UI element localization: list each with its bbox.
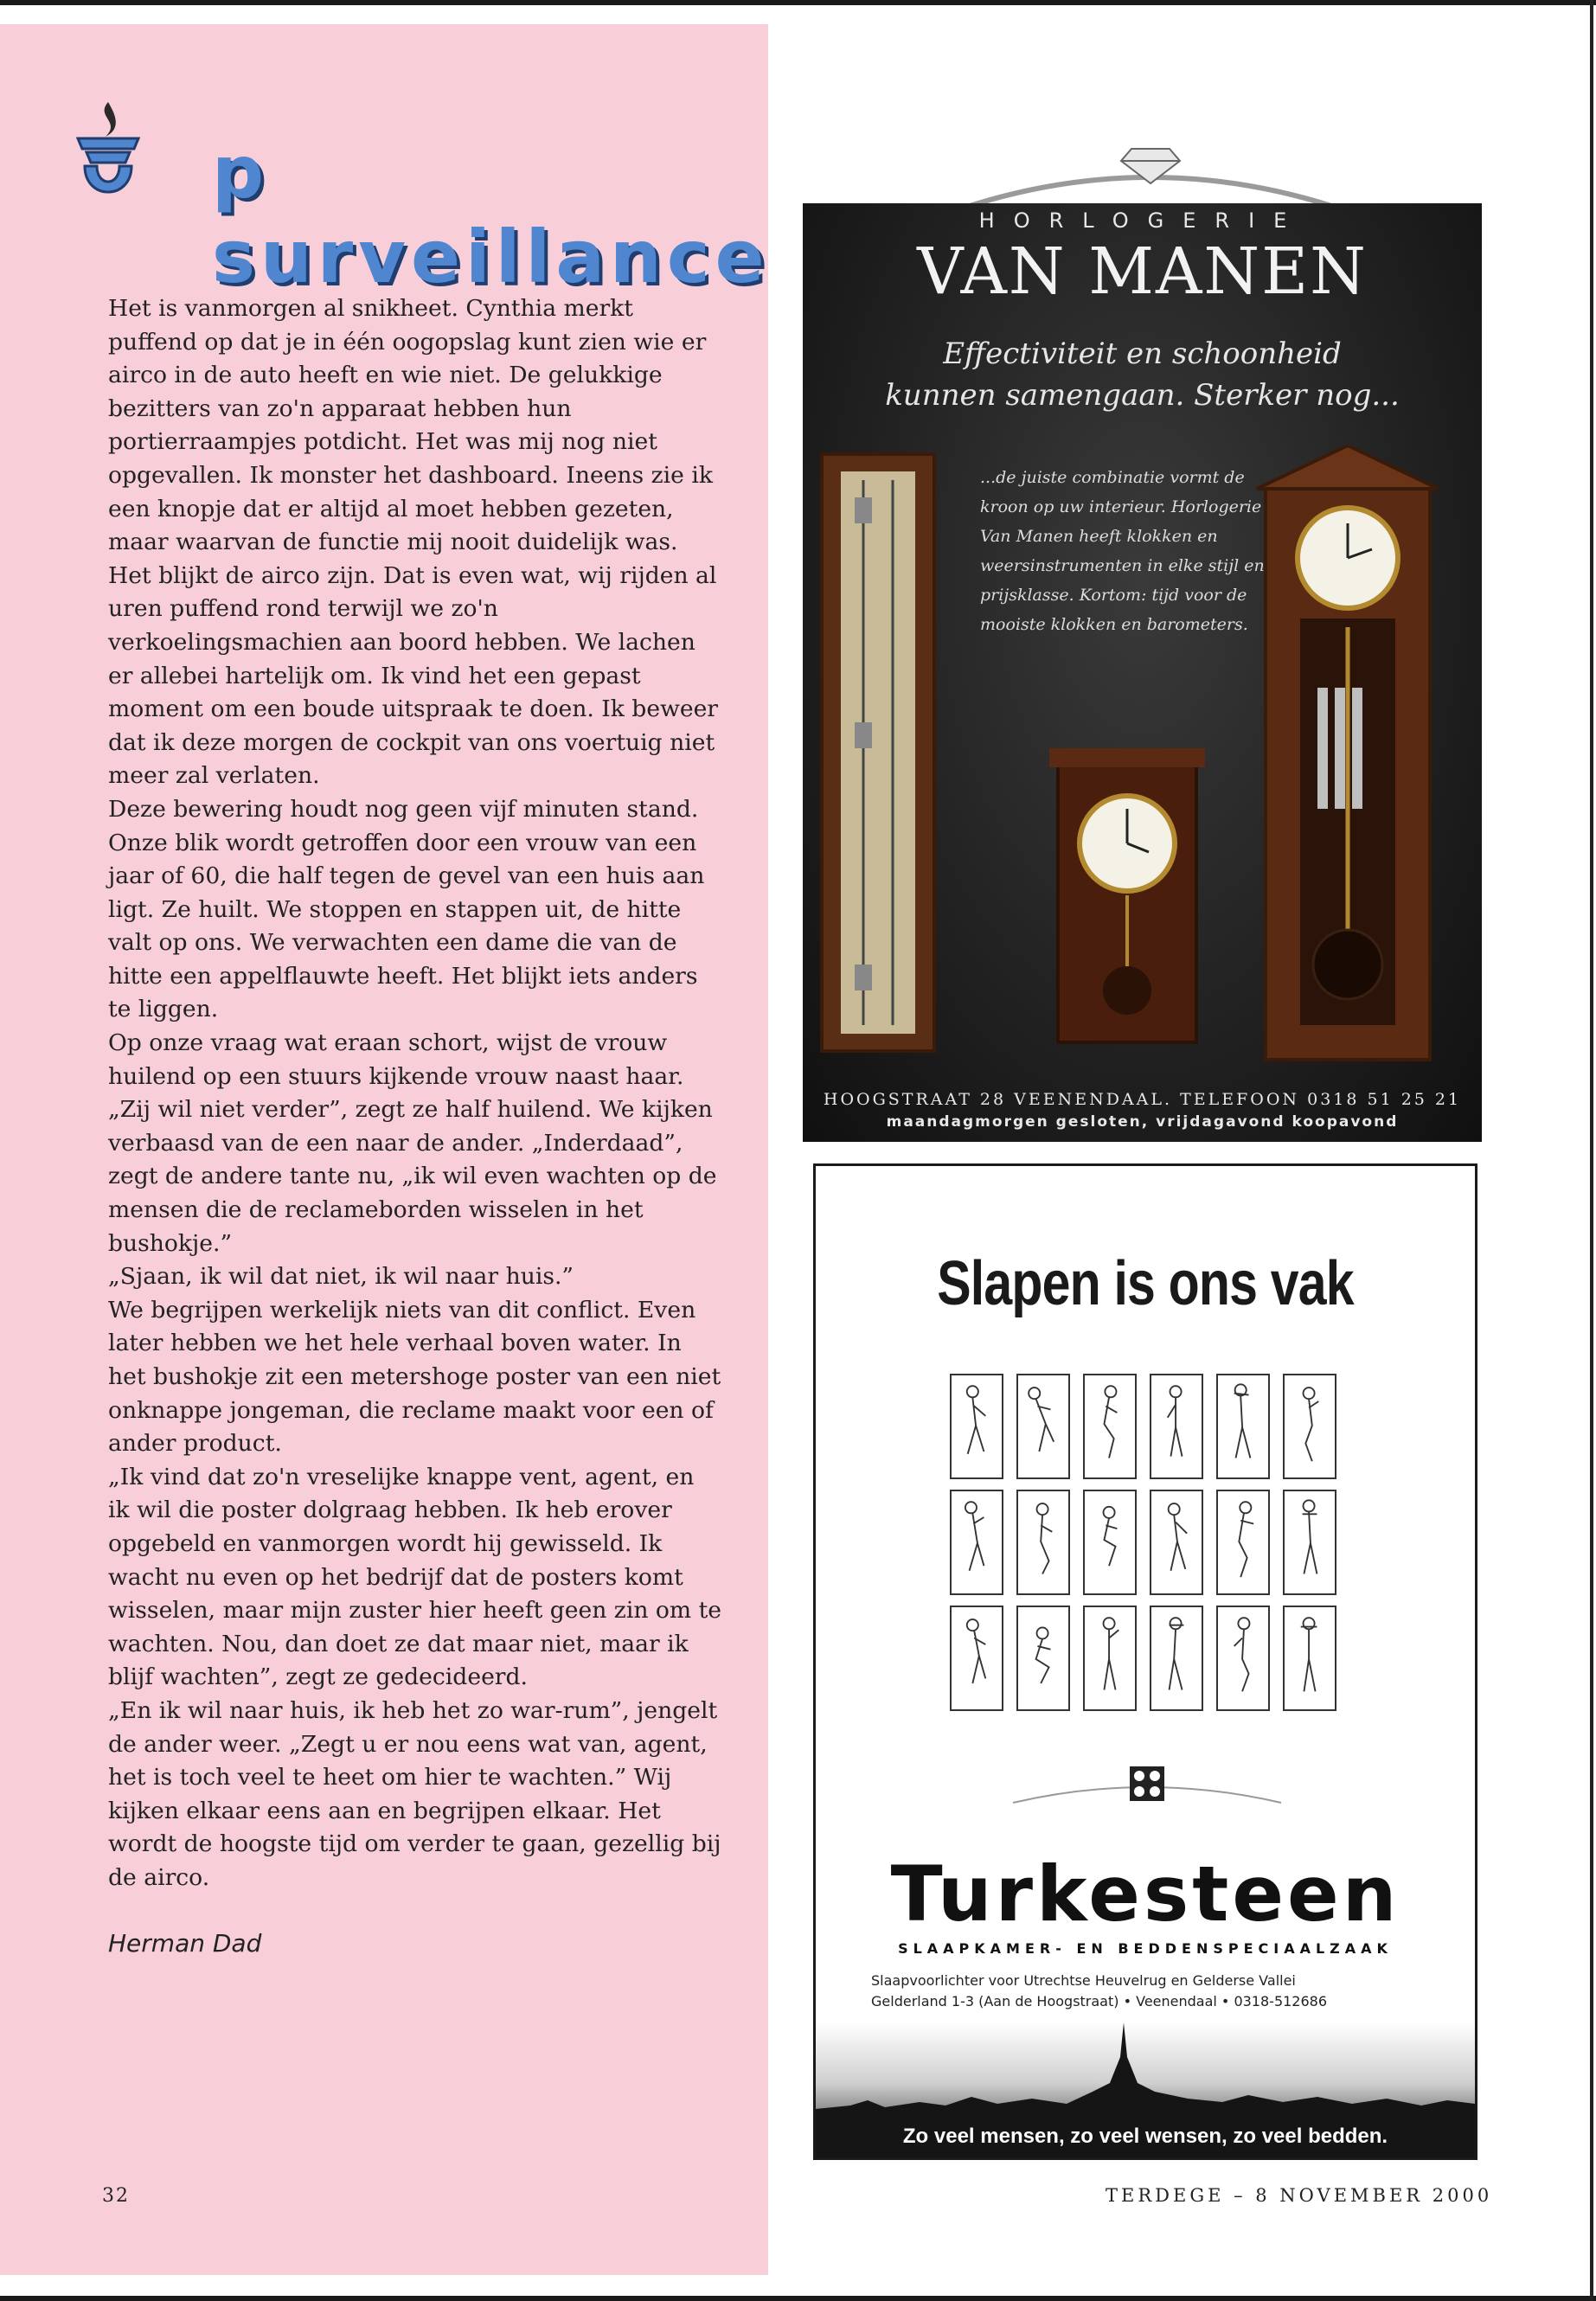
ad-tagline-line: kunnen samengaan. Sterker nog... (885, 378, 1400, 413)
turkesteen-brand: Turkesteen (890, 1849, 1401, 1939)
column-header (61, 95, 770, 299)
grandfather-clock-icon (1257, 445, 1439, 1060)
clock-shop-advertisement (803, 203, 1482, 1142)
sleeping-figure-icon (1150, 1606, 1203, 1711)
sleeping-figure-icon (1283, 1374, 1336, 1479)
sleeping-figure-icon (1016, 1490, 1070, 1595)
sleeping-figure-icon (1016, 1606, 1070, 1711)
sleeping-positions-grid (950, 1374, 1339, 1716)
sleeping-figure-icon (1083, 1490, 1137, 1595)
ad-headline: Slapen is ons vak (937, 1249, 1354, 1318)
sleeping-figure-icon (1283, 1490, 1336, 1595)
sleeping-figure-icon (1016, 1374, 1070, 1479)
article-paragraph: „Sjaan, ik wil dat niet, ik wil naar huis.” (108, 1263, 574, 1291)
ad-tagline-line: Effectiviteit en schoonheid (943, 336, 1342, 371)
sleeping-figure-icon (950, 1374, 1003, 1479)
wall-clock-icon (1049, 748, 1205, 1042)
ad-brand: VAN MANEN (917, 234, 1368, 309)
bed-shop-advertisement (813, 1163, 1477, 2160)
article-author: Herman Dad (108, 1929, 262, 1958)
barometer-icon (822, 454, 934, 1051)
article-paragraph: Op onze vraag wat eraan schort, wijst de vrouw huilend op een stuurs kijkende vrouw naast haar. „Zij wil niet verder”, zegt ze half huilend. We kijken verbaasd van de een naar de ander. „Inderdaad”, zegt de andere tante nu, „ik wil even wachten op de mensen die de reclameborden wisselen in het bushokje.” (108, 1029, 717, 1257)
sleeping-figure-icon (1216, 1374, 1270, 1479)
column-title: p surveillance (212, 130, 770, 299)
turkesteen-address-line: Gelderland 1-3 (Aan de Hoogstraat) • Veenendaal • 0318-512686 (871, 1993, 1328, 2009)
turkesteen-info-line: Slaapvoorlichter voor Utrechtse Heuvelrug en Gelderse Vallei (871, 1972, 1296, 1989)
turkesteen-emblem-icon (996, 1763, 1298, 1806)
article-body (108, 292, 722, 1895)
page-number: 32 (102, 2185, 130, 2207)
turkesteen-subtitle: SLAAPKAMER- EN BEDDENSPECIAALZAAK (898, 1940, 1393, 1957)
sleeping-figure-icon (1216, 1490, 1270, 1595)
sleeping-figure-icon (950, 1606, 1003, 1711)
article-paragraph: „En ik wil naar huis, ik heb het zo war-rum”, jengelt de ander weer. „Zegt u er nou eens wat van, agent, het is toch veel te heet om hier te wachten.” Wij kijken elkaar eens aan en begrijpen elkaar. Het wordt de hoogste tijd om verder te gaan, gezellig bij de airco. (108, 1696, 721, 1891)
article-paragraph: Deze bewering houdt nog geen vijf minuten stand. Onze blik wordt getroffen door een vrouw van een jaar of 60, die half tegen de gevel van een huis aan ligt. Ze huilt. We stoppen en stappen uit, de hitte valt op ons. We verwachten een dame die van de hitte een appelflauwte heeft. Het blijkt iets anders te liggen. (108, 795, 705, 1023)
sleeping-figure-icon (1150, 1374, 1203, 1479)
sleeping-figure-icon (1216, 1606, 1270, 1711)
publication-footer: TERDEGE – 8 NOVEMBER 2000 (1106, 2185, 1493, 2206)
sleeping-figure-icon (1283, 1606, 1336, 1711)
page-edge-rule (1590, 0, 1593, 2301)
article-paragraph: Het is vanmorgen al snikheet. Cynthia merkt puffend op dat je in één oogopslag kunt zien wie er airco in de auto heeft en wie niet. De gelukkige bezitters van zo'n apparaat hebben hun portierraampjes potdicht. Het was mij nog niet opgevallen. Ik monster het dashboard. Ineens zie ik een knopje dat er altijd al moet hebben gezeten, maar waarvan de functie mij nooit duidelijk was. Het blijkt de airco zijn. Dat is even wat, wij rijden al uren puffend rond terwijl we zo'n verkoelingsmachien aan boord hebben. We lachen er allebei hartelijk om. Ik vind het een gepast moment om een boude uitspraak te doen. Ik beweer dat ik deze morgen de cockpit van ons voertuig niet meer zal verlaten. (108, 295, 719, 790)
sleeping-figure-icon (1150, 1490, 1203, 1595)
ad-slogan: Zo veel mensen, zo veel wensen, zo veel bedden. (902, 2125, 1388, 2148)
sleeping-figure-icon (1083, 1606, 1137, 1711)
ad-opening-hours: maandagmorgen gesloten, vrijdagavond koopavond (886, 1113, 1399, 1131)
ad-subtitle: HORLOGERIE (978, 208, 1306, 233)
article-paragraph: We begrijpen werkelijk niets van dit conflict. Even later hebben we het hele verhaal boven water. In het bushokje zit een metershoge poster van een niet onknappe jongeman, die reclame maakt voor een of ander product. (108, 1296, 721, 1458)
police-flame-logo-icon (61, 95, 156, 208)
article-paragraph: „Ik vind dat zo'n vreselijke knappe vent, agent, en ik wil die poster dolgraag hebben. Ik heb erover opgebeld en vanmorgen wordt hij gewisseld. Ik wacht nu even op het bedrijf dat de posters komt wisselen, maar mijn zuster hier heeft geen zin om te wachten. Nou, dan doet ze dat maar niet, maar ik blijf wachten”, zegt ze gedecideerd. (108, 1463, 722, 1691)
ad-body-text: ...de juiste combinatie vormt de kroon op uw interieur. Horlogerie Van Manen heeft klokken en weersinstrumenten in elke stijl en prijsklasse. Kortom: tijd voor de mooiste klokken en barometers. (980, 468, 1265, 634)
ad-tagline (803, 333, 1482, 416)
sleeping-figure-icon (950, 1490, 1003, 1595)
ad-address: HOOGSTRAAT 28 VEENENDAAL. TELEFOON 0318 51 25 21 (823, 1090, 1462, 1109)
sleeping-figure-icon (1083, 1374, 1137, 1479)
